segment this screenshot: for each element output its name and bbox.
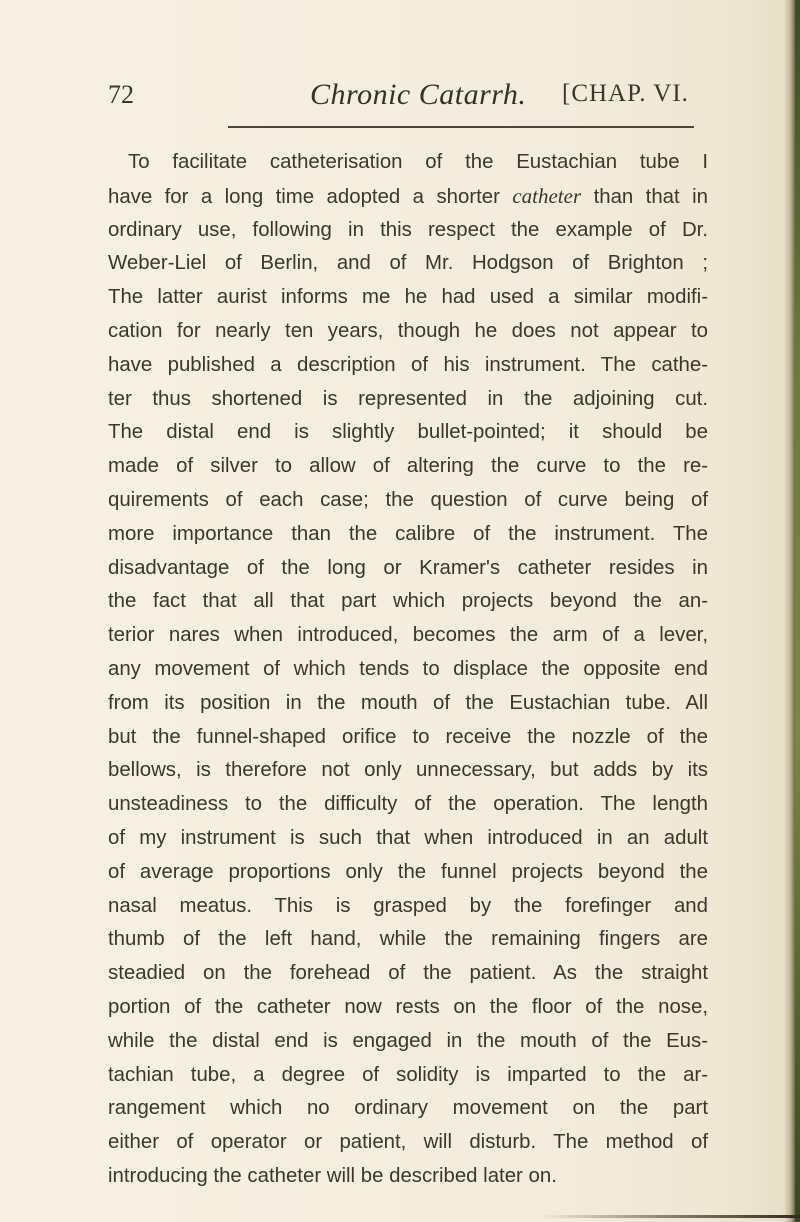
text-line: [108, 957, 708, 991]
text-line: [108, 315, 708, 349]
text-line-content: steadied on the forehead of the patient. As the straight: [108, 962, 708, 985]
text-line-content: made of silver to allow of altering the curve to the re-: [108, 455, 708, 478]
text-line-content: have published a description of his instrument. The cathe-: [108, 353, 708, 376]
text-line: [108, 1092, 708, 1126]
text-line: [108, 518, 708, 552]
text-line: [108, 214, 708, 248]
body-paragraph: [108, 146, 708, 1194]
text-line-content: the fact that all that part which projects beyond the an-: [108, 590, 708, 613]
text-line-content: tachian tube, a degree of solidity is imparted to the ar-: [108, 1063, 708, 1086]
bottom-edge-shadow: [540, 1215, 800, 1218]
text-line-content: To facilitate catheterisation of the Eustachian tube I: [128, 151, 708, 173]
text-line: [108, 349, 708, 383]
text-line-content: rangement which no ordinary movement on the part: [108, 1097, 708, 1120]
text-line-content: unsteadiness to the difficulty of the operation. The length: [108, 793, 708, 816]
text-line-content: more importance than the calibre of the instrument. The: [108, 522, 708, 545]
text-line-content: ordinary use, following in this respect the example of Dr.: [108, 218, 708, 241]
text-line: [108, 281, 708, 315]
text-line: [108, 585, 708, 619]
text-line: [108, 721, 708, 755]
text-line-content: of average proportions only the funnel projects beyond the: [108, 860, 708, 883]
text-line-content: have for a long time adopted a shorter: [108, 185, 513, 208]
text-line: [108, 923, 708, 957]
text-line-content: The latter aurist informs me he had used a similar modifi-: [108, 286, 708, 309]
text-line-content: quirements of each case; the question of curve being of: [108, 488, 708, 511]
text-line-content: of my instrument is such that when introduced in an adult: [108, 826, 708, 849]
text-line: [108, 247, 708, 281]
text-line-content: thumb of the left hand, while the remaining fingers are: [108, 928, 708, 951]
text-line-content: bellows, is therefore not only unnecessary, but adds by its: [108, 759, 708, 782]
text-line-content: but the funnel-shaped orifice to receive the nozzle of the: [108, 725, 708, 748]
text-line: [108, 1126, 708, 1160]
text-line: [108, 1160, 708, 1194]
binding-edge: [795, 0, 800, 1222]
text-line-content: while the distal end is engaged in the mouth of the Eus-: [108, 1029, 708, 1052]
text-line: [108, 991, 708, 1025]
header-rule: [228, 126, 694, 128]
text-line: [108, 450, 708, 484]
text-line-content: Weber-Liel of Berlin, and of Mr. Hodgson of Brighton ;: [108, 252, 708, 275]
text-line: [108, 653, 708, 687]
text-line-content: introducing the catheter will be described later on.: [108, 1164, 557, 1187]
text-line: [108, 788, 708, 822]
text-line-content: any movement of which tends to displace the opposite end: [108, 657, 708, 680]
text-line: [108, 180, 708, 214]
text-line-content: The distal end is slightly bullet-pointed; it should be: [108, 421, 708, 444]
text-line: [108, 383, 708, 417]
text-line-content: than that in: [581, 185, 708, 208]
text-line-content: portion of the catheter now rests on the floor of the nose,: [108, 995, 708, 1018]
text-line-content: cation for nearly ten years, though he does not appear to: [108, 319, 708, 342]
running-header: [108, 68, 708, 112]
text-line: [108, 619, 708, 653]
text-line-content: terior nares when introduced, becomes the arm of a lever,: [108, 624, 708, 647]
text-line-content: from its position in the mouth of the Eustachian tube. All: [108, 691, 708, 714]
text-line: [108, 1059, 708, 1093]
italic-term: catheter: [512, 183, 582, 208]
text-line-content: either of operator or patient, will disturb. The method of: [108, 1131, 708, 1154]
running-title: Chronic Catarrh.: [310, 78, 527, 111]
page-number: 72: [108, 80, 134, 109]
text-line-content: disadvantage of the long or Kramer's catheter resides in: [108, 556, 708, 579]
text-line: [108, 687, 708, 721]
text-line: [108, 754, 708, 788]
text-line-content: ter thus shortened is represented in the adjoining cut.: [108, 387, 708, 410]
text-line: [108, 416, 708, 450]
chapter-label: [CHAP. VI.: [562, 80, 689, 107]
text-line: [108, 822, 708, 856]
text-line: [108, 1025, 708, 1059]
text-line: [108, 146, 708, 180]
text-line: [108, 856, 708, 890]
text-line: [108, 890, 708, 924]
text-line: [108, 552, 708, 586]
text-line: [108, 484, 708, 518]
text-line-content: nasal meatus. This is grasped by the forefinger and: [108, 894, 708, 917]
